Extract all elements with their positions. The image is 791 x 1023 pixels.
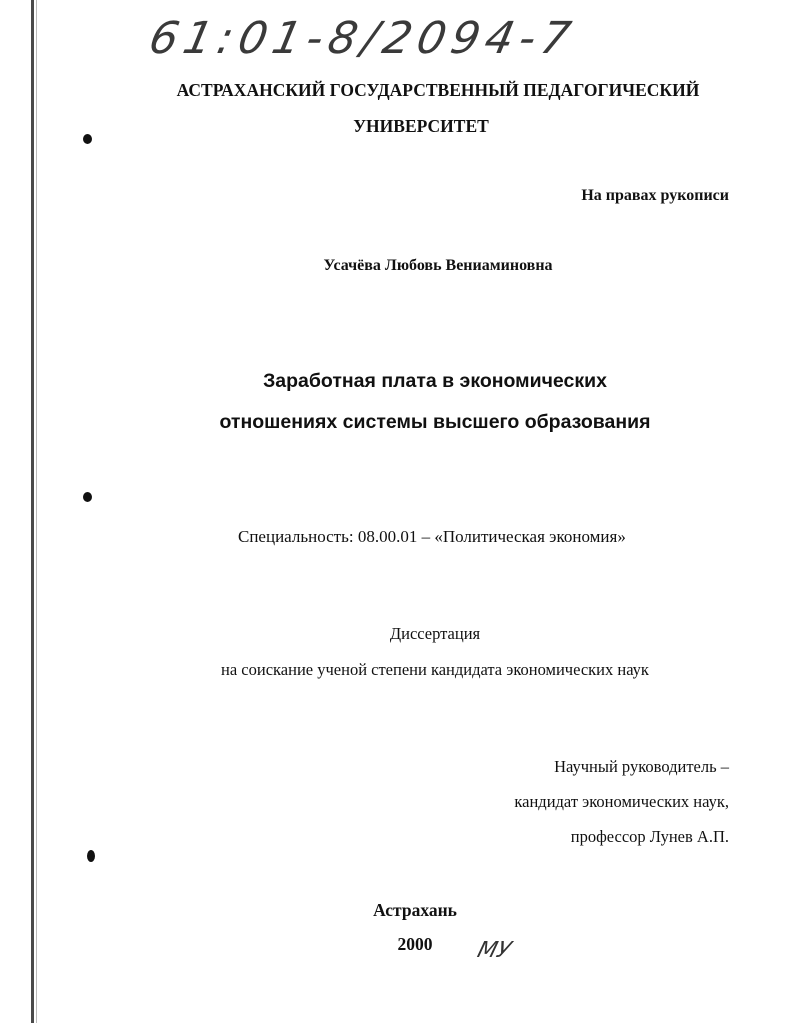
manuscript-rights-note: На правах рукописи bbox=[581, 187, 729, 204]
scan-left-edge-shadow bbox=[36, 0, 37, 1023]
supervisor-degree: кандидат экономических наук, bbox=[514, 792, 729, 811]
scan-left-edge bbox=[31, 0, 34, 1023]
university-name-line1: АСТРАХАНСКИЙ ГОСУДАРСТВЕННЫЙ ПЕДАГОГИЧЕСКИЙ bbox=[176, 80, 700, 100]
author-name: Усачёва Любовь Вениаминовна bbox=[323, 257, 553, 274]
dissertation-title-line1: Заработная плата в экономических bbox=[263, 370, 607, 392]
supervisor-name: профессор Лунев А.П. bbox=[570, 827, 729, 846]
thesis-degree: на соискание ученой степени кандидата экономических наук bbox=[221, 660, 649, 679]
university-name-line2: УНИВЕРСИТЕТ bbox=[353, 116, 489, 136]
thesis-type: Диссертация bbox=[389, 624, 481, 643]
supervisor-role: Научный руководитель – bbox=[554, 757, 729, 776]
handwritten-initials: МУ bbox=[474, 938, 514, 963]
punch-hole-dot bbox=[83, 492, 92, 502]
specialty-line: Специальность: 08.00.01 – «Политическая экономия» bbox=[238, 527, 626, 546]
dissertation-title-line2: отношениях системы высшего образования bbox=[219, 411, 651, 433]
city: Астрахань bbox=[373, 900, 457, 920]
handwritten-archive-code: 61:01-8/2094-7 bbox=[144, 13, 581, 64]
punch-hole-dot bbox=[87, 850, 95, 862]
year: 2000 bbox=[397, 934, 433, 954]
